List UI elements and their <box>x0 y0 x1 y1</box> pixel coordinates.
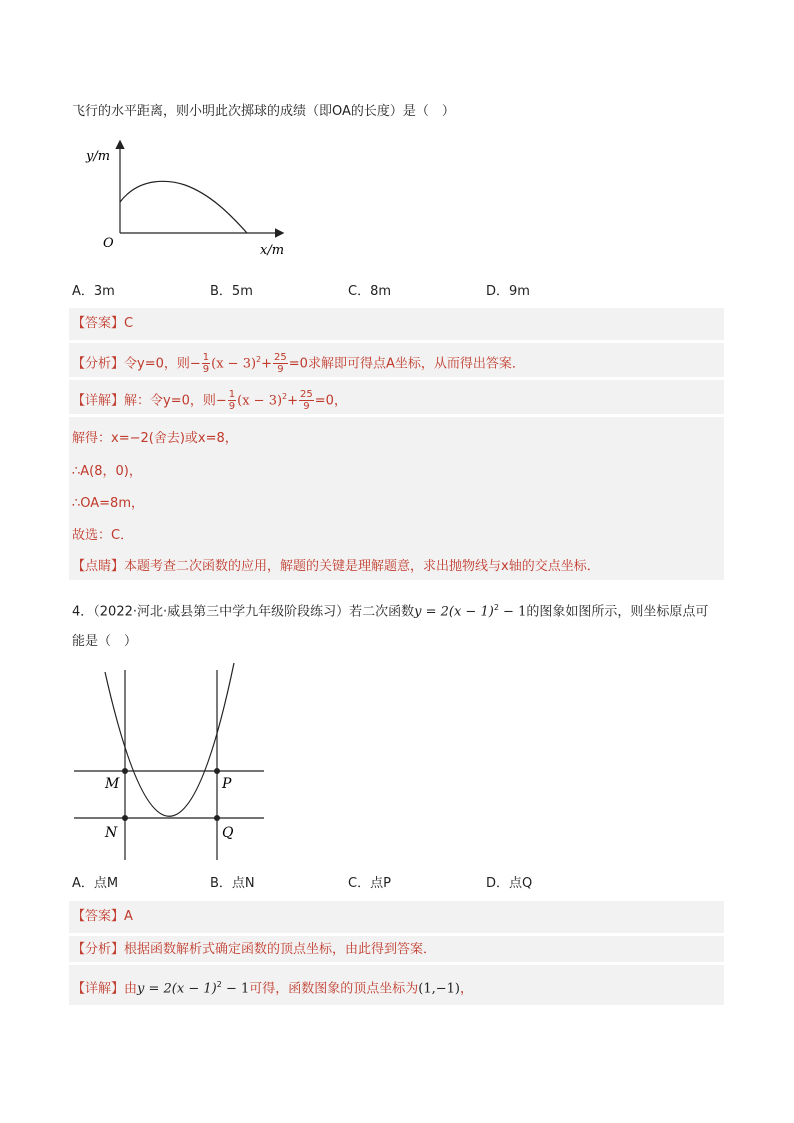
origin-label: O <box>103 236 114 251</box>
q3-option-c: C．8m <box>348 284 392 299</box>
q4-stem-line1: 4．（2022·河北·威县第三中学九年级阶段练习）若二次函数$y = 2(x - 1)^2 - 1$的图象如图所示，则坐标原点可 <box>72 603 709 620</box>
y-axis-label: y/m <box>86 149 111 164</box>
q3-comment: 【点睛】本题考查二次函数的应用，解题的关键是理解题意，求出抛物线与x轴的交点坐标． <box>72 559 600 574</box>
label-p: P <box>222 776 232 792</box>
q3-detail: 【详解】解：令y=0，则− $\frac{1}{9}$ $(x - 3)^2+$ $\frac{25}{9}$ =0， <box>72 389 347 413</box>
q4-option-d: D．点Q <box>486 876 533 891</box>
q3-oa-line: ∴OA=8m， <box>72 496 144 511</box>
x-axis-label: x/m <box>260 243 285 258</box>
q3-point-a-line: ∴A(8，0)， <box>72 464 142 479</box>
q3-answer: 【答案】C <box>72 316 134 331</box>
question-intro-line: 飞行的水平距离，则小明此次掷球的成绩（即OA的长度）是（ ） <box>72 104 455 119</box>
q3-option-a: A．3m <box>72 284 115 299</box>
trajectory-graph <box>70 136 300 261</box>
q4-detail: 【详解】由$y = 2(x - 1)^2 - 1$可得，函数图象的顶点坐标为(1,−1)， <box>72 980 473 997</box>
point-m <box>122 768 128 774</box>
point-q <box>214 815 220 821</box>
q3-answer-block <box>69 308 724 340</box>
point-n <box>122 815 128 821</box>
parabola-curve <box>105 663 234 816</box>
label-m: M <box>105 776 120 792</box>
q4-option-a: A．点M <box>72 876 119 891</box>
q3-option-b: B．5m <box>210 284 253 299</box>
q4-analysis: 【分析】根据函数解析式确定函数的顶点坐标，由此得到答案． <box>72 942 437 957</box>
q3-solve-line: 解得：x=−2(舍去)或x=8， <box>72 431 238 446</box>
q4-option-b: B．点N <box>210 876 255 891</box>
point-p <box>214 768 220 774</box>
trajectory-curve <box>120 181 247 233</box>
q3-option-d: D．9m <box>486 284 530 299</box>
q4-answer-block <box>69 901 724 933</box>
q4-stem-line2: 能是（ ） <box>72 634 138 649</box>
q3-choose-line: 故选：C． <box>72 528 134 543</box>
q4-option-c: C．点P <box>348 876 391 891</box>
parabola-graph <box>72 660 267 860</box>
q4-answer: 【答案】A <box>72 909 133 924</box>
label-n: N <box>105 825 118 841</box>
q3-analysis: 【分析】令y=0，则− $\frac{1}{9}$ $(x - 3)^2+$ $\frac{25}{9}$ =0求解即可得点A坐标，从而得出答案． <box>72 352 525 376</box>
label-q: Q <box>222 825 234 841</box>
